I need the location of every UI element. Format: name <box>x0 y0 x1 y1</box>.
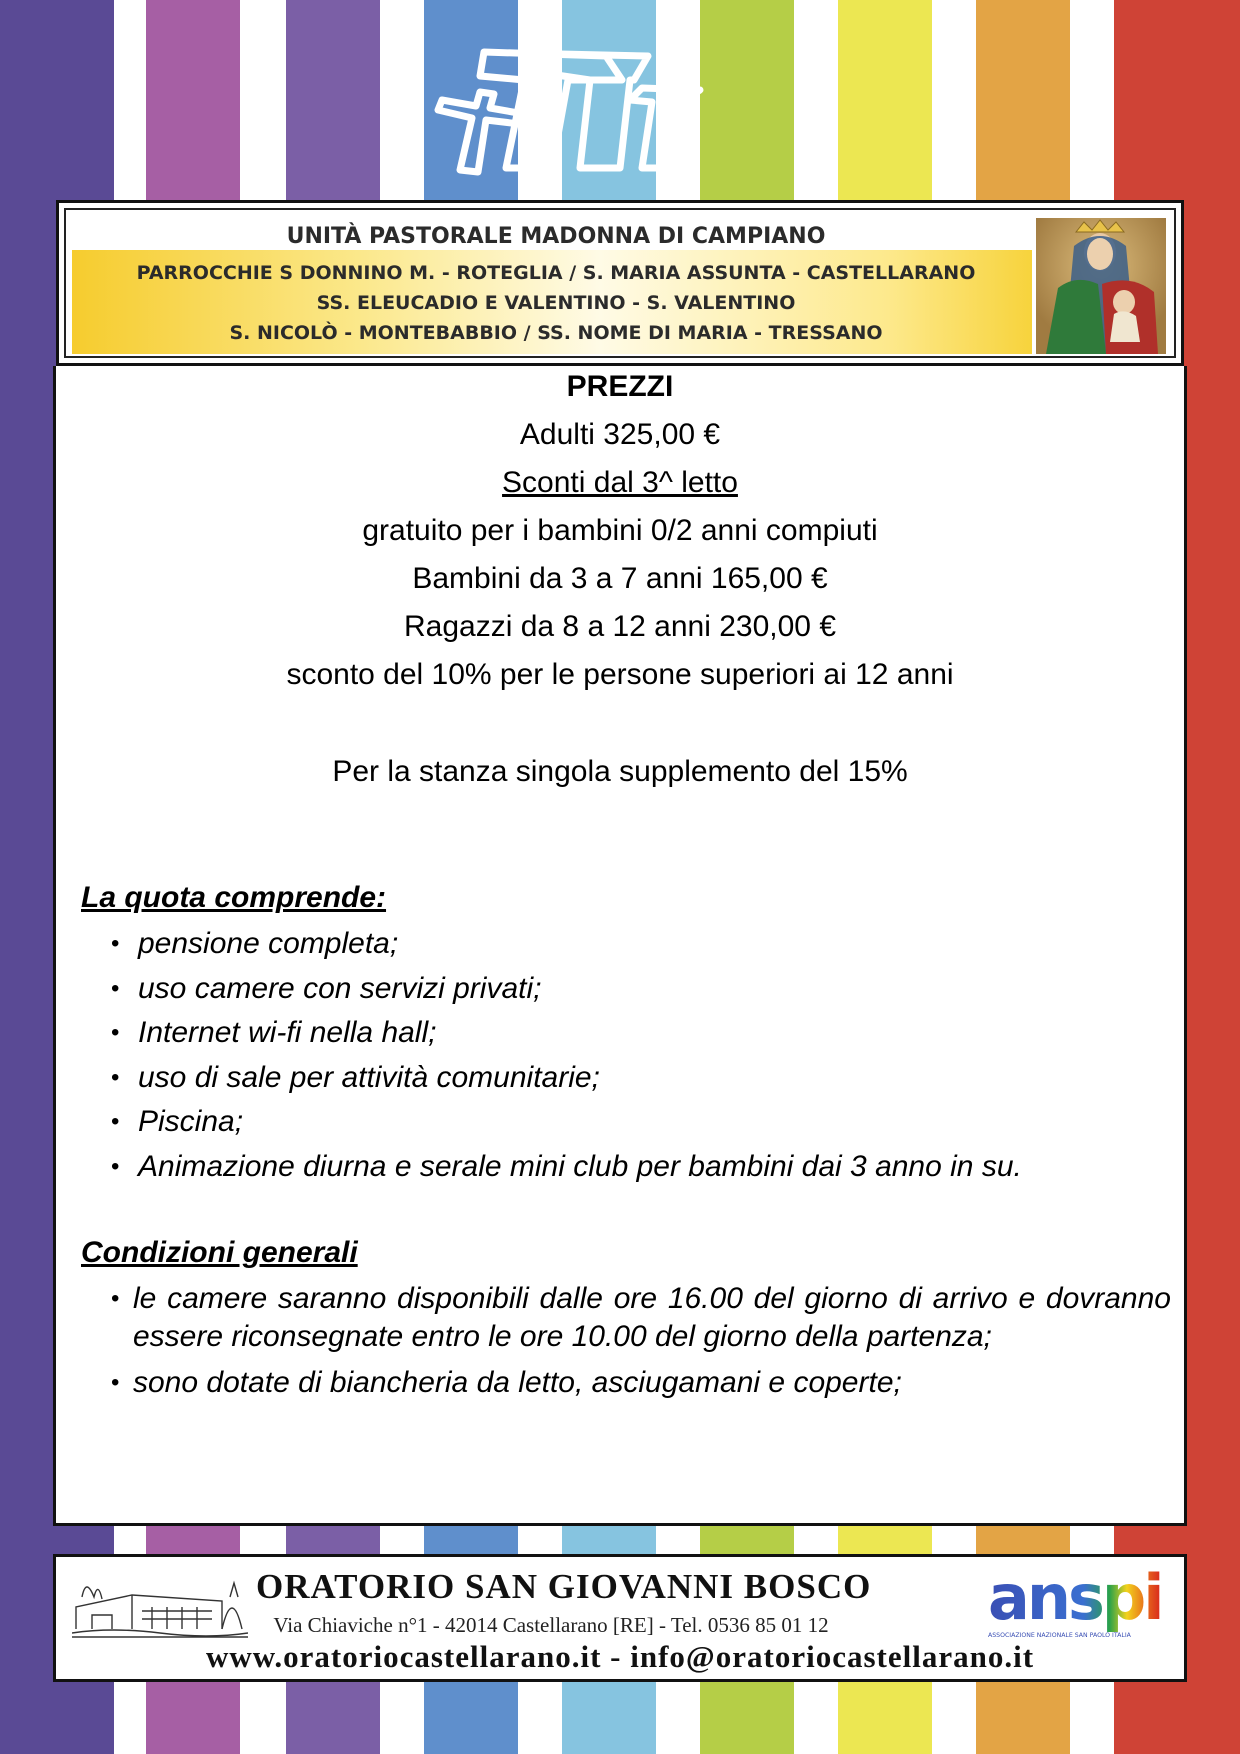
conditions-heading: Condizioni generali <box>81 1236 358 1269</box>
footer-address: Via Chiaviche n°1 - 42014 Castellarano [RE] - Tel. 0536 85 01 12 <box>273 1613 829 1637</box>
list-item: • le camere saranno disponibili dalle ore 16.00 del giorno di arrivo e dovranno essere riconsegnate entro le ore 10.00 del giorno della partenza; <box>111 1280 1171 1356</box>
discount-heading: Sconti dal 3^ letto <box>502 466 738 499</box>
list-item: • Internet wi-fi nella hall; <box>111 1013 1022 1058</box>
anspi-subtitle: ASSOCIAZIONE NAZIONALE SAN PAOLO ITALIA <box>988 1632 1131 1639</box>
oratorio-building-icon <box>72 1567 248 1641</box>
list-item: • Animazione diurna e serale mini club per bambini dai 3 anno in su. <box>111 1147 1022 1192</box>
footer-title: ORATORIO SAN GIOVANNI BOSCO <box>256 1567 872 1606</box>
anspi-logo-icon <box>986 1565 1171 1645</box>
price-free-children: gratuito per i bambini 0/2 anni compiuti <box>362 514 878 547</box>
header-parishes-line2: SS. ELEUCADIO E VALENTINO - S. VALENTINO <box>316 292 796 314</box>
list-item: • uso camere con servizi privati; <box>111 969 1022 1014</box>
list-item: • Piscina; <box>111 1102 1022 1147</box>
includes-list <box>111 924 1022 1192</box>
includes-heading: La quota comprende: <box>81 881 387 914</box>
footer-web-contacts: www.oratoriocastellarano.it - info@oratoriocastellarano.it <box>205 1639 1035 1674</box>
anspi-logo-text: anspi <box>988 1565 1162 1634</box>
price-adults: Adulti 325,00 € <box>519 418 721 451</box>
price-kids: Ragazzi da 8 a 12 anni 230,00 € <box>404 610 836 643</box>
footer-banner <box>53 1554 1187 1682</box>
header-parishes-line3: S. NICOLÒ - MONTEBABBIO / SS. NOME DI MARIA - TRESSANO <box>229 322 883 344</box>
header-parishes-line1: PARROCCHIE S DONNINO M. - ROTEGLIA / S. MARIA ASSUNTA - CASTELLARANO <box>136 262 976 284</box>
header-banner <box>56 200 1184 366</box>
list-item: • uso di sale per attività comunitarie; <box>111 1058 1022 1103</box>
single-room-supplement: Per la stanza singola supplemento del 15% <box>332 755 908 788</box>
price-children: Bambini da 3 a 7 anni 165,00 € <box>412 562 828 595</box>
list-item: • sono dotate di biancheria da letto, asciugamani e coperte; <box>111 1364 1171 1402</box>
list-item: • pensione completa; <box>111 924 1022 969</box>
header-inner <box>64 208 1176 358</box>
header-title: UNITÀ PASTORALE MADONNA DI CAMPIANO <box>286 224 826 249</box>
discount-over12: sconto del 10% per le persone superiori ai 12 anni <box>286 658 954 691</box>
crosses-logo-icon <box>420 40 820 190</box>
conditions-list <box>111 1280 1171 1410</box>
madonna-image-icon <box>1036 218 1166 354</box>
content-panel <box>53 366 1187 1526</box>
prices-title: PREZZI <box>566 370 674 403</box>
